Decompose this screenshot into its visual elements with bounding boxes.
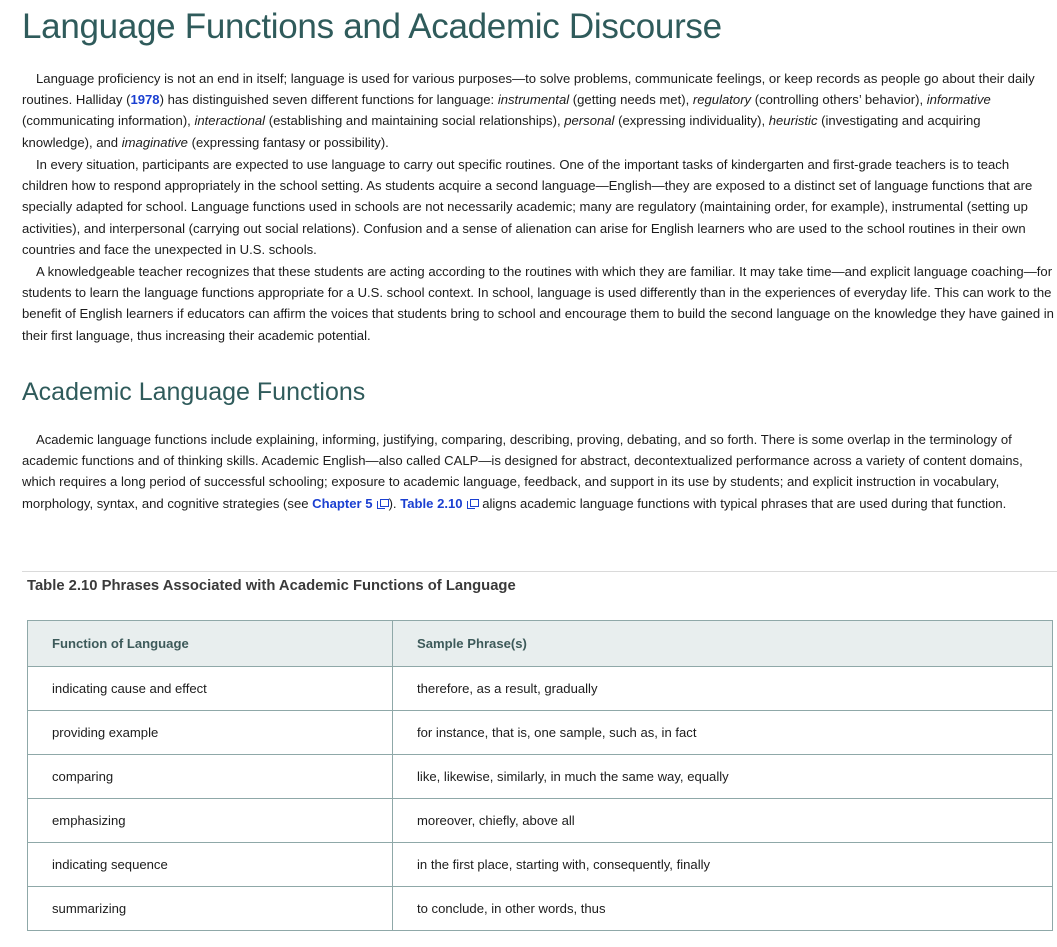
function-cell: indicating sequence	[28, 843, 393, 887]
table-2-10-link-label: Table 2.10	[400, 495, 463, 511]
function-cell: comparing	[28, 755, 393, 799]
phrases-table	[27, 620, 1053, 931]
phrases-cell: moreover, chiefly, above all	[393, 799, 1053, 843]
page-title: Language Functions and Academic Discourse	[22, 7, 722, 46]
function-personal: personal	[564, 113, 615, 129]
column-header-phrases: Sample Phrase(s)	[393, 621, 1053, 667]
table-2-10-link[interactable]	[400, 496, 478, 511]
function-regulatory: regulatory	[692, 92, 752, 108]
function-interactional: interactional	[194, 113, 266, 129]
external-link-icon	[377, 499, 389, 509]
table-row	[28, 711, 1053, 755]
intro-paragraph-1	[22, 68, 1054, 153]
phrases-cell: like, likewise, similarly, in much the same way, equally	[393, 755, 1053, 799]
section-text-3: aligns academic language functions with typical phrases that are used during that function.	[478, 495, 1007, 511]
p1-desc-2: (controlling others’ behavior),	[751, 92, 927, 108]
section-title: Academic Language Functions	[22, 378, 366, 406]
function-cell: indicating cause and effect	[28, 667, 393, 711]
function-imaginative: imaginative	[121, 134, 188, 150]
p1-desc-3: (communicating information),	[22, 113, 195, 129]
p1-desc-1: (getting needs met),	[569, 92, 693, 108]
section-divider	[22, 571, 1057, 572]
function-cell: emphasizing	[28, 799, 393, 843]
chapter-5-link[interactable]	[312, 496, 388, 511]
function-instrumental: instrumental	[497, 92, 570, 108]
function-cell: summarizing	[28, 887, 393, 931]
phrases-cell: to conclude, in other words, thus	[393, 887, 1053, 931]
table-row	[28, 843, 1053, 887]
p1-text-1: Language proficiency is not an end in itself; language is used for various purposes—to solve problems, communicate feelings, or keep records as people go about their daily routines. Halliday (	[22, 71, 1035, 108]
section-text-1: Academic language functions include explaining, informing, justifying, comparing, describing, proving, debating, and so forth. There is some overlap in the terminology of academic functions and of thinking skills. Academic English—also called CALP—is designed for abstract, decontextualized performance across a variety of content domains, which requires a long period of successful schooling; exposure to academic language, feedback, and support in its use by students; and explicit instruction in vocabulary, morphology, syntax, and cognitive strategies (see	[22, 432, 1023, 511]
table-row	[28, 799, 1053, 843]
section-text-2: ).	[388, 495, 401, 511]
intro-paragraph-2: In every situation, participants are expected to use language to carry out specific routines. One of the important tasks of kindergarten and first-grade teachers is to teach children how to respond appropriately in the school setting. As students acquire a second language—English—they are exposed to a distinct set of language functions that are specially adapted for school. Language functions used in schools are not necessarily academic; many are regulatory (maintaining order, for example), instrumental (setting up activities), and interpersonal (carrying out social relations). Confusion and a sense of alienation can arise for English learners who are used to the school routines in their own countries and face the unexpected in U.S. schools.	[22, 157, 1033, 257]
function-cell: providing example	[28, 711, 393, 755]
section-paragraph	[22, 429, 1054, 514]
p1-desc-4: (establishing and maintaining social relationships),	[265, 113, 565, 129]
table-row	[28, 667, 1053, 711]
phrases-cell: in the first place, starting with, consequently, finally	[393, 843, 1053, 887]
external-link-icon	[467, 499, 479, 509]
intro-paragraph-3: A knowledgeable teacher recognizes that these students are acting according to the routines with which they are familiar. It may take time—and explicit language coaching—for students to learn the language functions appropriate for a U.S. school context. In school, language is used differently than in the experiences of everyday life. This can work to the benefit of English learners if educators can affirm the voices that students bring to school and encourage them to build the second language on the knowledge they have gained in their first language, thus increasing their academic potential.	[22, 264, 1054, 343]
chapter-5-link-label: Chapter 5	[312, 495, 373, 511]
table-row	[28, 755, 1053, 799]
table-row	[28, 887, 1053, 931]
table-caption: Table 2.10 Phrases Associated with Academic Functions of Language	[27, 578, 516, 594]
column-header-function: Function of Language	[28, 621, 393, 667]
phrases-cell: for instance, that is, one sample, such as, in fact	[393, 711, 1053, 755]
table-header-row	[28, 621, 1053, 667]
p1-desc-5: (expressing individuality),	[614, 113, 769, 129]
p1-desc-6: (investigating and acquiring knowledge), and	[22, 113, 981, 150]
p1-text-2: ) has distinguished seven different functions for language:	[159, 92, 498, 108]
function-informative: informative	[926, 92, 991, 108]
p1-desc-7: (expressing fantasy or possibility).	[187, 134, 389, 150]
phrases-cell: therefore, as a result, gradually	[393, 667, 1053, 711]
halliday-1978-citation-link[interactable]: 1978	[130, 92, 160, 108]
function-heuristic: heuristic	[768, 113, 818, 129]
